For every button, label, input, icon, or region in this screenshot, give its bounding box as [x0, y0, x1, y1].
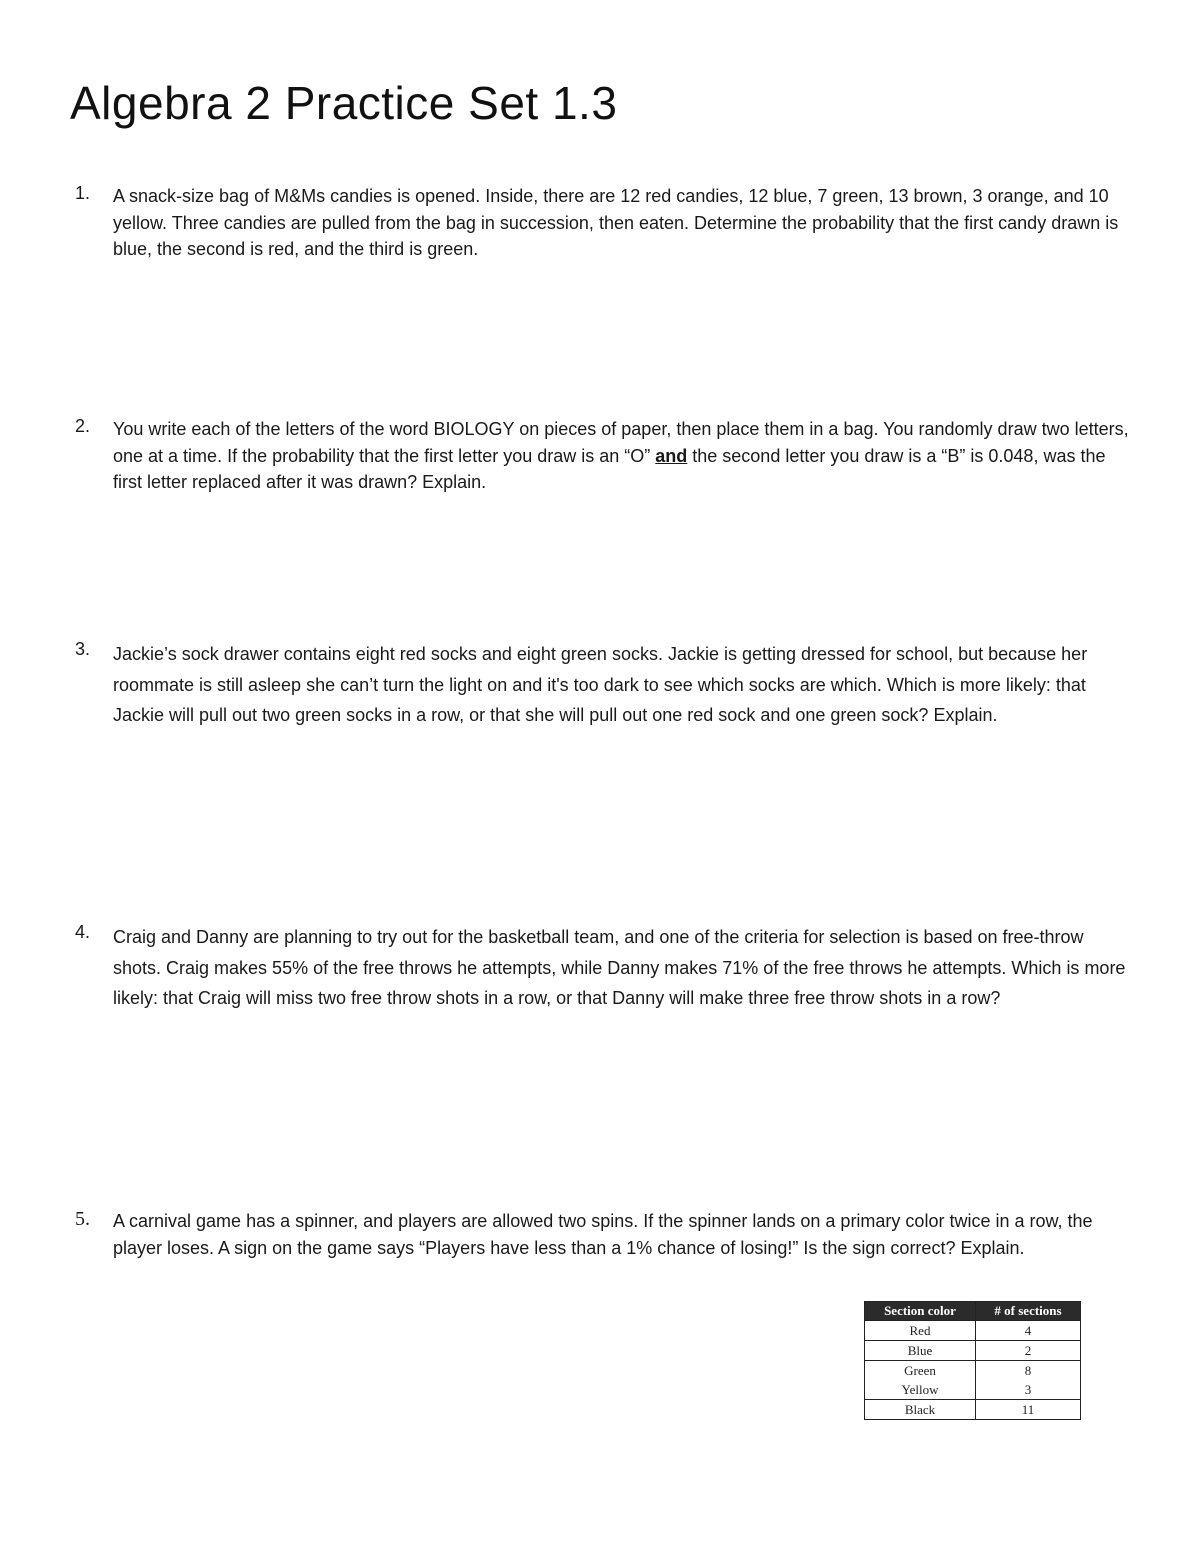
table-row: [865, 1361, 1081, 1381]
spinner-sections-table: [864, 1301, 1081, 1420]
section-count-cell: 8: [976, 1361, 1081, 1381]
problem-number: 5.: [75, 1208, 90, 1230]
problem-text: A snack-size bag of M&Ms candies is opened. Inside, there are 12 red candies, 12 blue, 7 green, 13 brown, 3 orange, and 10 yellow. Three candies are pulled from the bag in succession, then eaten. Determine the probability that the first candy drawn is blue, the second is red, and the third is green.: [113, 186, 1119, 259]
column-header-num-sections: # of sections: [976, 1302, 1081, 1321]
problem-number: 3.: [75, 639, 91, 659]
problem-number: 1.: [75, 183, 91, 203]
problem-text: Craig and Danny are planning to try out for the basketball team, and one of the criteria for selection is based on free-throw shots. Craig makes 55% of the free throws he attempts, while Danny makes 71% of the free throws he attempts. Which is more likely: that Craig will miss two free throw shots in a row, or that Danny will make three free throw shots in a row?: [113, 927, 1126, 1008]
section-count-cell: 11: [976, 1400, 1081, 1420]
section-color-cell: Yellow: [865, 1380, 976, 1400]
problem-number: 4.: [75, 922, 91, 942]
section-color-cell: Black: [865, 1400, 976, 1420]
table-header-row: [865, 1302, 1081, 1321]
problem-text: A carnival game has a spinner, and players are allowed two spins. If the spinner lands on a primary color twice in a row, the player loses. A sign on the game says “Players have less than a 1% chance of losing!” Is the sign correct? Explain.: [113, 1211, 1093, 1258]
emphasis-and: and: [655, 445, 688, 466]
problem-1: [75, 183, 1135, 263]
table-row: [865, 1380, 1081, 1400]
table-row: [865, 1400, 1081, 1420]
section-color-cell: Green: [865, 1361, 976, 1381]
section-count-cell: 2: [976, 1341, 1081, 1361]
problem-2: [75, 416, 1135, 496]
section-color-cell: Red: [865, 1321, 976, 1341]
problem-text: [113, 416, 1135, 496]
problem-number: 2.: [75, 416, 91, 436]
section-count-cell: 4: [976, 1321, 1081, 1341]
problem-text-start: You write each of the letters of the word BIOLOGY on pieces of paper, then place them in a bag. You randomly draw two letters, one at a time. If the probability that the first letter you draw is an “O”: [113, 419, 1129, 466]
problem-5: [75, 1208, 1135, 1261]
page-title: Algebra 2 Practice Set 1.3: [70, 77, 618, 129]
section-count-cell: 3: [976, 1380, 1081, 1400]
table-row: [865, 1341, 1081, 1361]
section-color-cell: Blue: [865, 1341, 976, 1361]
problem-text-end: the second letter you draw is a “B” is 0.048, was the first letter replaced after it was drawn? Explain.: [113, 445, 1106, 492]
problem-3: [75, 639, 1135, 731]
problem-text: Jackie’s sock drawer contains eight red socks and eight green socks. Jackie is getting dressed for school, but because her roommate is still asleep she can’t turn the light on and it's too dark to see which socks are which. Which is more likely: that Jackie will pull out two green socks in a row, or that she will pull out one red sock and one green sock? Explain.: [113, 644, 1088, 725]
table-row: [865, 1321, 1081, 1341]
column-header-section-color: Section color: [865, 1302, 976, 1321]
problem-4: [75, 922, 1135, 1014]
